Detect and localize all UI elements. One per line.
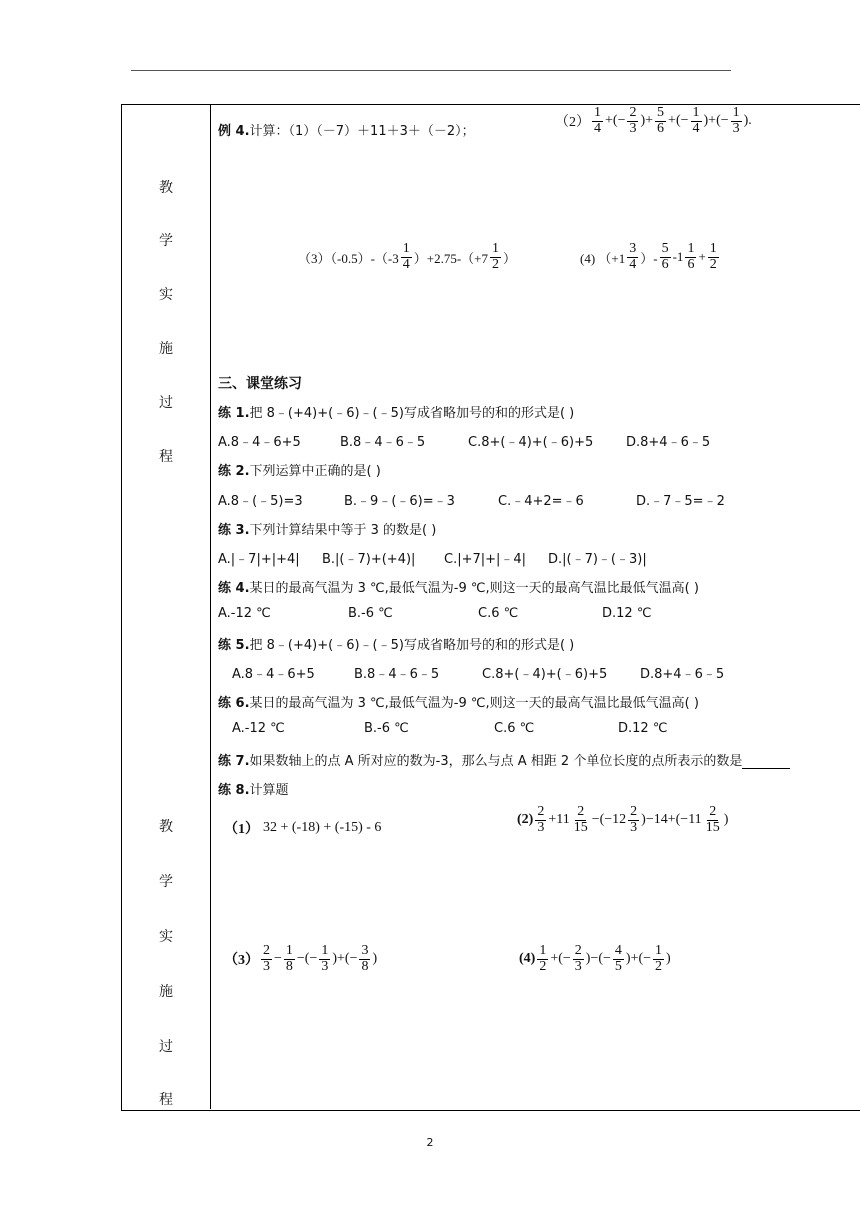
example4-label: 例 4.: [218, 124, 250, 139]
exercise-6: 练 6.某日的最高气温为 3 ℃,最低气温为-9 ℃,则这一天的最高气温比最低气温高( ): [218, 696, 699, 711]
ex8-part3: （3） $\frac{2}{3}$ − $\frac{1}{8}$ −(− $\frac{1}{3}$ ) +(− $\frac{3}{8}$ ): [224, 943, 378, 974]
side-char: 实: [159, 287, 173, 303]
fraction: $\frac{2}{3}$: [629, 105, 637, 136]
example4-part3: （3）（-0.5）-（-3 $\frac{1}{4}$ ）+2.75-（+7 $\frac{1}{2}$ ）: [298, 241, 517, 272]
exercise-2: 练 2.下列运算中正确的是( ): [218, 464, 381, 479]
exercise-1: 练 1.把 8﹣(+4)+(﹣6)﹣(﹣5)写成省略加号的和的形式是( ): [218, 406, 575, 421]
ex8-part1: （1） 32 + (-18) + (-15) - 6: [224, 820, 382, 837]
side-char: 过: [159, 395, 173, 411]
fraction: $\frac{1}{4}$: [692, 105, 700, 136]
side-char: 过: [159, 1039, 173, 1055]
part-label: （2）: [555, 115, 590, 131]
exercise-7: 练 7.如果数轴上的点 A 所对应的数为-3，那么与点 A 相距 2 个单位长度的点所表示的数是: [218, 750, 790, 769]
ex8-part2: (2) $\frac{2}{3}$ + 11 $\frac{2}{15}$ −(− 12 $\frac{2}{3}$ ) −14 +(− 11 $\frac{2}{15}$ ): [517, 804, 729, 835]
exercise-4: 练 4.某日的最高气温为 3 ℃,最低气温为-9 ℃,则这一天的最高气温比最低气温高( ): [218, 581, 699, 596]
side-char: 学: [159, 874, 173, 890]
fraction: $\frac{1}{4}$: [402, 241, 410, 272]
ex8-part4: (4) $\frac{1}{2}$ +(− $\frac{2}{3}$ )−(− $\frac{4}{5}$ )+(− $\frac{1}{2}$ ): [519, 943, 671, 974]
fraction: $\frac{5}{6}$: [661, 241, 669, 272]
side-char: 程: [159, 1092, 173, 1108]
fraction: $\frac{1}{6}$: [687, 241, 695, 272]
column-divider: [210, 104, 211, 1109]
part-label: （3）: [224, 953, 259, 969]
side-char: 程: [159, 449, 173, 465]
fraction: $\frac{1}{2}$: [492, 241, 499, 272]
part-label: (4): [519, 951, 536, 967]
header-rule: [131, 70, 731, 71]
part-label: （1）: [224, 822, 259, 837]
answer-blank[interactable]: [742, 756, 790, 769]
exercise-1-options: A.8﹣4﹣6+5 B.8﹣4﹣6﹣5 C.8+(﹣4)+(﹣6)+5 D.8+4﹣6﹣5: [218, 435, 711, 450]
side-char: 施: [159, 984, 173, 1000]
exercise-3: 练 3.下列计算结果中等于 3 的数是( ): [218, 523, 437, 538]
fraction: $\frac{1}{2}$: [709, 241, 717, 272]
exercise-6-options: A.-12 ℃ B.-6 ℃ C.6 ℃ D.12 ℃: [232, 721, 668, 736]
exercise-5-options: A.8﹣4﹣6+5 B.8﹣4﹣6﹣5 C.8+(﹣4)+(﹣6)+5 D.8+4﹣6﹣5: [232, 667, 725, 682]
fraction: $\frac{5}{6}$: [657, 105, 665, 136]
side-char: 施: [159, 341, 173, 357]
exercise-5: 练 5.把 8﹣(+4)+(﹣6)﹣(﹣5)写成省略加号的和的形式是( ): [218, 638, 575, 653]
example4-text: 计算：（1）（－7）＋11＋3＋（－2）；: [249, 124, 475, 139]
fraction: $\frac{1}{3}$: [732, 105, 740, 136]
exercise-4-options: A.-12 ℃ B.-6 ℃ C.6 ℃ D.12 ℃: [218, 606, 652, 621]
part-label: (2): [517, 812, 534, 828]
exercise-3-options: A.|﹣7|+|+4| B.|(﹣7)+(+4)| C.|+7|+|﹣4| D.|(﹣7)﹣(﹣3)|: [218, 552, 647, 567]
side-char: 学: [159, 233, 173, 249]
page-number: 2: [426, 1136, 434, 1149]
fraction: $\frac{1}{4}$: [594, 105, 601, 136]
side-char: 教: [159, 180, 173, 196]
side-char: 实: [159, 929, 173, 945]
example4-line1: [218, 120, 475, 139]
exercise-8: 练 8.计算题: [218, 783, 289, 798]
example4-part4: (4) （+1 $\frac{3}{4}$ ）- $\frac{5}{6}$ -1 $\frac{1}{6}$ + $\frac{1}{2}$: [580, 241, 717, 272]
example4-part2: （2） $\frac{1}{4}$ + (− $\frac{2}{3}$ ) + $\frac{5}{6}$ +(− $\frac{1}{4}$ ) +(− $\frac{1}{3}$ ).: [555, 105, 752, 136]
fraction: $\frac{3}{4}$: [629, 241, 637, 272]
exercise-2-options: A.8﹣(﹣5)=3 B.﹣9﹣(﹣6)=﹣3 C.﹣4+2=﹣6 D.﹣7﹣5=﹣2: [218, 494, 725, 509]
side-char: 教: [159, 819, 173, 835]
section-heading: 三、课堂练习: [218, 376, 302, 392]
